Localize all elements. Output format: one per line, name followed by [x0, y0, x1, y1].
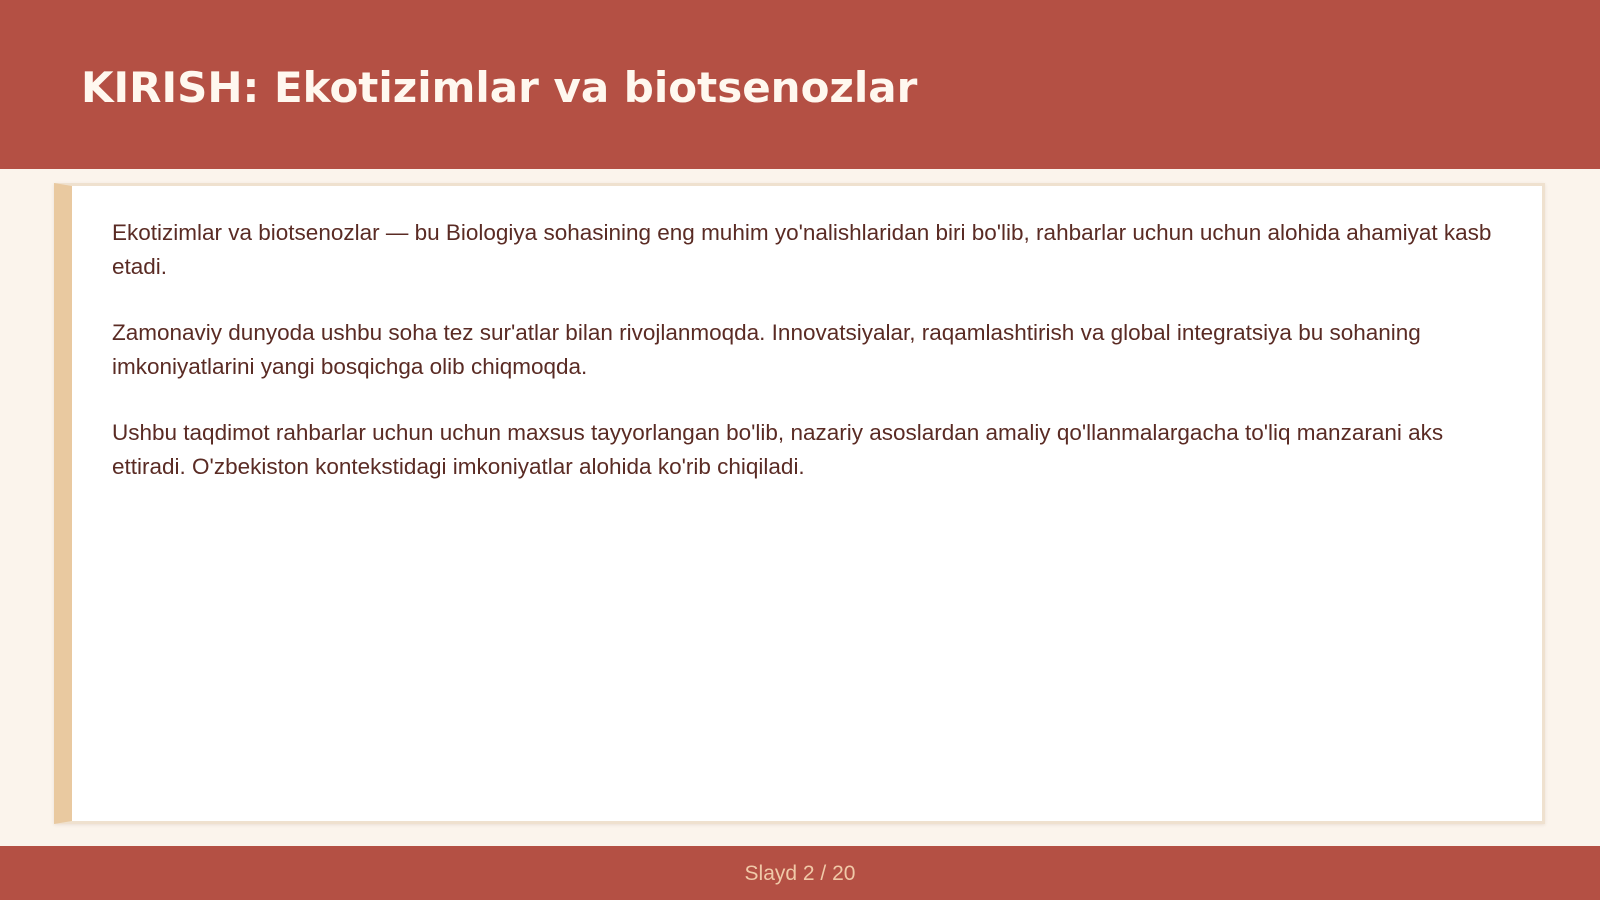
development-paragraph: Zamonaviy dunyoda ushbu soha tez sur'atlar bilan rivojlanmoqda. Innovatsiyalar, raqamlashtirish va global integratsiya bu sohaning imkoniyatlarini yangi bosqichga olib chiqmoqda. — [112, 320, 1421, 379]
content-card — [54, 183, 1545, 824]
slide-title: KIRISH: Ekotizimlar va biotsenozlar — [81, 63, 918, 112]
presentation-purpose-paragraph: Ushbu taqdimot rahbarlar uchun uchun maxsus tayyorlangan bo'lib, nazariy asoslardan amaliy qo'llanmalargacha to'liq manzarani aks ettiradi. O'zbekiston kontekstidagi imkoniyatlar alohida ko'rib chiqiladi. — [112, 420, 1444, 479]
slide-header — [0, 0, 1600, 169]
slide-footer — [0, 846, 1600, 900]
slide-number: Slayd 2 / 20 — [744, 862, 856, 885]
intro-paragraph: Ekotizimlar va biotsenozlar — bu Biologiya sohasining eng muhim yo'nalishlaridan biri bo'lib, rahbarlar uchun uchun alohida ahamiyat kasb etadi. — [112, 220, 1492, 279]
